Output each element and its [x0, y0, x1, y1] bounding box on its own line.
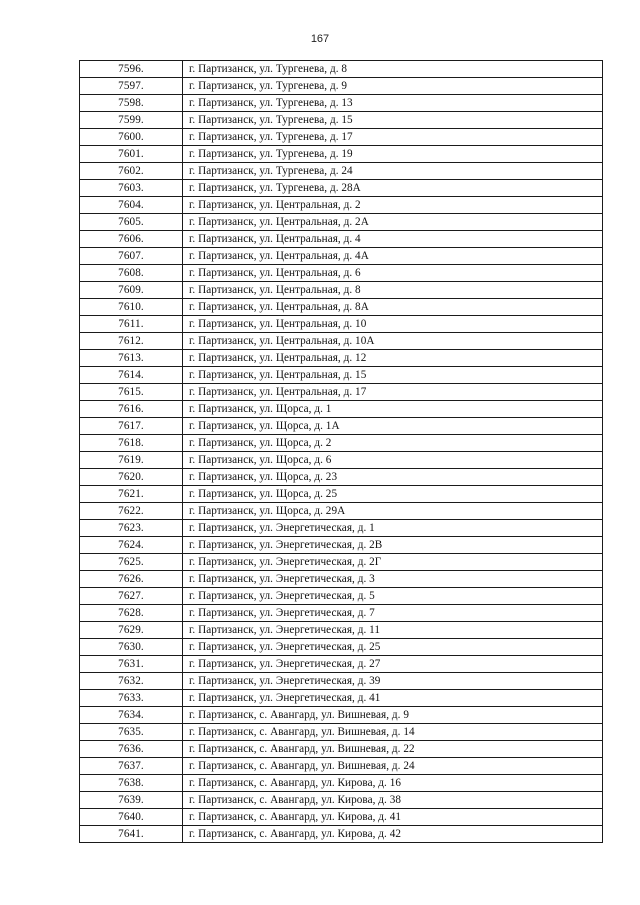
row-number-cell: 7600. [80, 129, 183, 146]
row-number-cell: 7619. [80, 452, 183, 469]
address-cell: г. Партизанск, ул. Щорса, д. 23 [183, 469, 603, 486]
row-number-cell: 7602. [80, 163, 183, 180]
row-number-cell: 7627. [80, 588, 183, 605]
row-number-cell: 7633. [80, 690, 183, 707]
row-number-cell: 7634. [80, 707, 183, 724]
table-row [80, 639, 603, 656]
table-row [80, 129, 603, 146]
address-cell: г. Партизанск, с. Авангард, ул. Вишневая, д. 9 [183, 707, 603, 724]
address-cell: г. Партизанск, ул. Энергетическая, д. 25 [183, 639, 603, 656]
address-cell: г. Партизанск, с. Авангард, ул. Кирова, д. 38 [183, 792, 603, 809]
table-row [80, 401, 603, 418]
table-row [80, 146, 603, 163]
address-cell: г. Партизанск, ул. Центральная, д. 8А [183, 299, 603, 316]
table-row [80, 826, 603, 843]
address-cell: г. Партизанск, ул. Энергетическая, д. 11 [183, 622, 603, 639]
address-cell: г. Партизанск, ул. Щорса, д. 6 [183, 452, 603, 469]
address-cell: г. Партизанск, ул. Щорса, д. 1 [183, 401, 603, 418]
row-number-cell: 7623. [80, 520, 183, 537]
table-row [80, 588, 603, 605]
address-cell: г. Партизанск, ул. Центральная, д. 8 [183, 282, 603, 299]
address-cell: г. Партизанск, ул. Центральная, д. 2 [183, 197, 603, 214]
address-cell: г. Партизанск, ул. Центральная, д. 4 [183, 231, 603, 248]
address-cell: г. Партизанск, с. Авангард, ул. Кирова, д. 41 [183, 809, 603, 826]
address-cell: г. Партизанск, ул. Центральная, д. 12 [183, 350, 603, 367]
table-row [80, 775, 603, 792]
address-cell: г. Партизанск, с. Авангард, ул. Вишневая, д. 24 [183, 758, 603, 775]
table-row [80, 622, 603, 639]
row-number-cell: 7605. [80, 214, 183, 231]
address-cell: г. Партизанск, ул. Центральная, д. 15 [183, 367, 603, 384]
table-row [80, 418, 603, 435]
address-cell: г. Партизанск, ул. Центральная, д. 10А [183, 333, 603, 350]
address-cell: г. Партизанск, ул. Тургенева, д. 13 [183, 95, 603, 112]
row-number-cell: 7635. [80, 724, 183, 741]
table-row [80, 792, 603, 809]
row-number-cell: 7626. [80, 571, 183, 588]
table-row [80, 316, 603, 333]
table-row [80, 61, 603, 78]
address-cell: г. Партизанск, ул. Щорса, д. 2 [183, 435, 603, 452]
table-row [80, 724, 603, 741]
table-row [80, 197, 603, 214]
row-number-cell: 7596. [80, 61, 183, 78]
table-row [80, 673, 603, 690]
row-number-cell: 7617. [80, 418, 183, 435]
row-number-cell: 7636. [80, 741, 183, 758]
address-cell: г. Партизанск, ул. Энергетическая, д. 7 [183, 605, 603, 622]
table-row [80, 95, 603, 112]
address-cell: г. Партизанск, ул. Энергетическая, д. 5 [183, 588, 603, 605]
address-cell: г. Партизанск, ул. Тургенева, д. 28А [183, 180, 603, 197]
table-row [80, 248, 603, 265]
address-cell: г. Партизанск, ул. Тургенева, д. 19 [183, 146, 603, 163]
table-row [80, 690, 603, 707]
address-cell: г. Партизанск, ул. Центральная, д. 17 [183, 384, 603, 401]
address-cell: г. Партизанск, ул. Энергетическая, д. 2Г [183, 554, 603, 571]
table-row [80, 469, 603, 486]
table-row [80, 486, 603, 503]
row-number-cell: 7631. [80, 656, 183, 673]
row-number-cell: 7637. [80, 758, 183, 775]
address-cell: г. Партизанск, ул. Центральная, д. 2А [183, 214, 603, 231]
row-number-cell: 7613. [80, 350, 183, 367]
row-number-cell: 7639. [80, 792, 183, 809]
table-row [80, 367, 603, 384]
address-cell: г. Партизанск, ул. Энергетическая, д. 1 [183, 520, 603, 537]
page-number: 167 [310, 33, 330, 45]
address-cell: г. Партизанск, ул. Энергетическая, д. 2В [183, 537, 603, 554]
row-number-cell: 7604. [80, 197, 183, 214]
address-cell: г. Партизанск, с. Авангард, ул. Вишневая, д. 22 [183, 741, 603, 758]
table-row [80, 503, 603, 520]
address-cell: г. Партизанск, ул. Тургенева, д. 9 [183, 78, 603, 95]
row-number-cell: 7620. [80, 469, 183, 486]
address-registry-table [79, 60, 603, 843]
row-number-cell: 7625. [80, 554, 183, 571]
row-number-cell: 7615. [80, 384, 183, 401]
address-cell: г. Партизанск, ул. Тургенева, д. 15 [183, 112, 603, 129]
row-number-cell: 7640. [80, 809, 183, 826]
table-row [80, 741, 603, 758]
row-number-cell: 7609. [80, 282, 183, 299]
address-cell: г. Партизанск, ул. Центральная, д. 6 [183, 265, 603, 282]
table-row [80, 707, 603, 724]
address-cell: г. Партизанск, ул. Тургенева, д. 24 [183, 163, 603, 180]
address-cell: г. Партизанск, ул. Энергетическая, д. 27 [183, 656, 603, 673]
address-cell: г. Партизанск, с. Авангард, ул. Вишневая, д. 14 [183, 724, 603, 741]
row-number-cell: 7599. [80, 112, 183, 129]
table-row [80, 282, 603, 299]
address-cell: г. Партизанск, ул. Энергетическая, д. 3 [183, 571, 603, 588]
table-row [80, 435, 603, 452]
address-cell: г. Партизанск, ул. Энергетическая, д. 39 [183, 673, 603, 690]
address-cell: г. Партизанск, с. Авангард, ул. Кирова, д. 16 [183, 775, 603, 792]
address-cell: г. Партизанск, ул. Щорса, д. 1А [183, 418, 603, 435]
row-number-cell: 7641. [80, 826, 183, 843]
row-number-cell: 7618. [80, 435, 183, 452]
table-row [80, 333, 603, 350]
table-row [80, 163, 603, 180]
row-number-cell: 7607. [80, 248, 183, 265]
table-row [80, 605, 603, 622]
row-number-cell: 7614. [80, 367, 183, 384]
row-number-cell: 7632. [80, 673, 183, 690]
row-number-cell: 7606. [80, 231, 183, 248]
table-row [80, 758, 603, 775]
row-number-cell: 7612. [80, 333, 183, 350]
row-number-cell: 7608. [80, 265, 183, 282]
row-number-cell: 7622. [80, 503, 183, 520]
row-number-cell: 7624. [80, 537, 183, 554]
row-number-cell: 7610. [80, 299, 183, 316]
address-cell: г. Партизанск, ул. Энергетическая, д. 41 [183, 690, 603, 707]
row-number-cell: 7630. [80, 639, 183, 656]
address-cell: г. Партизанск, ул. Центральная, д. 10 [183, 316, 603, 333]
row-number-cell: 7603. [80, 180, 183, 197]
table-row [80, 554, 603, 571]
row-number-cell: 7598. [80, 95, 183, 112]
table-row [80, 571, 603, 588]
table-row [80, 214, 603, 231]
address-cell: г. Партизанск, ул. Щорса, д. 29А [183, 503, 603, 520]
row-number-cell: 7629. [80, 622, 183, 639]
table-row [80, 350, 603, 367]
table-row [80, 78, 603, 95]
table-row [80, 537, 603, 554]
table-row [80, 384, 603, 401]
table-row [80, 180, 603, 197]
table-row [80, 231, 603, 248]
row-number-cell: 7628. [80, 605, 183, 622]
address-cell: г. Партизанск, ул. Тургенева, д. 8 [183, 61, 603, 78]
row-number-cell: 7621. [80, 486, 183, 503]
address-cell: г. Партизанск, ул. Щорса, д. 25 [183, 486, 603, 503]
row-number-cell: 7616. [80, 401, 183, 418]
row-number-cell: 7597. [80, 78, 183, 95]
address-cell: г. Партизанск, ул. Центральная, д. 4А [183, 248, 603, 265]
address-cell: г. Партизанск, ул. Тургенева, д. 17 [183, 129, 603, 146]
row-number-cell: 7638. [80, 775, 183, 792]
table-row [80, 299, 603, 316]
table-row [80, 656, 603, 673]
row-number-cell: 7611. [80, 316, 183, 333]
row-number-cell: 7601. [80, 146, 183, 163]
address-cell: г. Партизанск, с. Авангард, ул. Кирова, д. 42 [183, 826, 603, 843]
table-row [80, 265, 603, 282]
table-row [80, 112, 603, 129]
address-registry-body [80, 61, 603, 843]
table-row [80, 452, 603, 469]
table-row [80, 520, 603, 537]
table-row [80, 809, 603, 826]
